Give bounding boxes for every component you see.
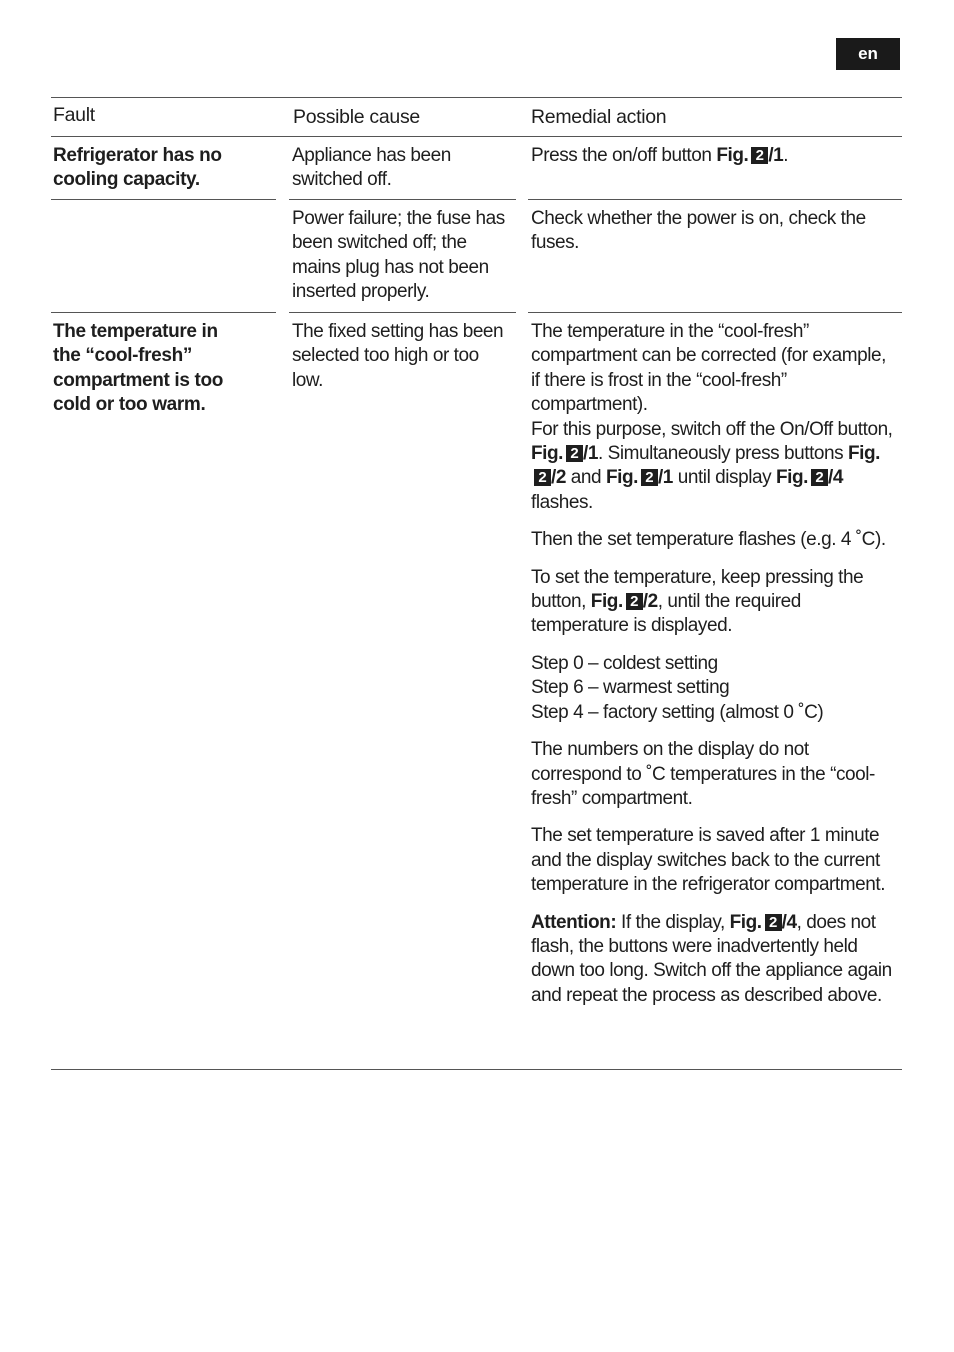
fig-ref: /4: [827, 467, 843, 489]
figure-number-icon: 2: [751, 147, 768, 164]
row2-action: [531, 320, 899, 1008]
step-item: Step 6 – warmest setting: [531, 677, 730, 699]
fig-label: Fig.: [729, 911, 762, 933]
action-paragraph-5: The numbers on the display do not correspond to ˚C temperatures in the “cool-fresh” compartment.: [531, 739, 875, 809]
action-text: , does not flash, the buttons were inadvertently held down too long. Switch off the appliance again and repeat the process as described above.: [531, 911, 892, 1006]
step-item: Step 0 – coldest setting: [531, 652, 718, 674]
action-paragraph-6: The set temperature is saved after 1 minute and the display switches back to the current temperature in the refrigerator compartment.: [531, 825, 886, 896]
figure-number-icon: 2: [534, 469, 551, 486]
action-text: .: [783, 145, 789, 166]
figure-number-icon: 2: [626, 593, 643, 610]
table-top-rule: [51, 97, 902, 98]
header-possible-cause: Possible cause: [293, 106, 420, 128]
action-text: To set the temperature, keep pressing the button,: [531, 566, 864, 613]
figure-number-icon: 2: [811, 469, 828, 486]
action-paragraph-2: Then the set temperature flashes (e.g. 4 ˚C).: [531, 529, 886, 551]
action-text: , until the required temperature is displayed.: [531, 591, 801, 637]
row2-action-rule: [528, 312, 902, 313]
figure-number-icon: 2: [566, 445, 583, 462]
row2-fault: The temperature in the “cool-fresh” compartment is too cold or too warm.: [53, 321, 223, 416]
row1-cause1-rule: [289, 199, 516, 200]
action-paragraph-7: [531, 911, 899, 1009]
fig-label: Fig.: [590, 591, 623, 613]
action-text: For this purpose, switch off the On/Off button,: [531, 418, 893, 440]
row2-cause-rule: [289, 312, 516, 313]
action-paragraph-1: [531, 320, 899, 515]
action-text: If the display,: [616, 911, 730, 933]
action-steps: [531, 652, 899, 725]
action-text: flashes.: [531, 491, 593, 513]
row2-cause: The fixed setting has been selected too high or too low.: [292, 321, 504, 391]
step-item: Step 4 – factory setting (almost 0 ˚C): [531, 701, 824, 723]
fig-label: Fig.: [776, 467, 808, 489]
row1-action-1: [531, 144, 891, 168]
action-text: and: [565, 467, 606, 489]
row1-fault: Refrigerator has no cooling capacity.: [53, 145, 222, 191]
figure-number-icon: 2: [641, 469, 658, 486]
fig-ref: /1: [582, 443, 598, 465]
fig-label: Fig.: [531, 443, 563, 465]
action-text: Press the on/off button: [531, 145, 717, 166]
fig-ref: /1: [657, 467, 673, 489]
fig-label: Fig.: [605, 467, 638, 489]
row1-cause-2: Power failure; the fuse has been switched off; the mains plug has not been inserted properly.: [292, 208, 505, 303]
header-fault: Fault: [53, 104, 95, 126]
action-text: . Simultaneously press buttons: [597, 443, 849, 465]
fig-ref: /4: [781, 911, 797, 933]
row1-action-2: Check whether the power is on, check the fuses.: [531, 208, 866, 254]
row1-fault-rule: [51, 199, 276, 200]
table-bottom-rule: [51, 1069, 902, 1070]
fig-ref: /2: [551, 467, 566, 489]
row1-action1-rule: [528, 199, 902, 200]
action-text: until display: [672, 467, 776, 489]
row1-cause-1: Appliance has been switched off.: [292, 145, 451, 191]
fig-ref: /2: [642, 591, 658, 613]
figure-number-icon: 2: [765, 914, 782, 931]
fig-label: Fig.: [716, 145, 749, 166]
header-bottom-rule: [51, 136, 902, 137]
fig-ref: /1: [768, 145, 784, 166]
attention-label: Attention:: [531, 911, 617, 933]
row2-fault-rule: [51, 312, 276, 313]
header-remedial-action: Remedial action: [531, 106, 667, 128]
action-text: The temperature in the “cool-fresh” compartment can be corrected (for example, if there is frost in the “cool-fresh” compartment).: [531, 321, 886, 416]
action-paragraph-3: [531, 566, 899, 639]
fig-label: Fig.: [848, 443, 880, 465]
language-badge: en: [836, 38, 900, 70]
